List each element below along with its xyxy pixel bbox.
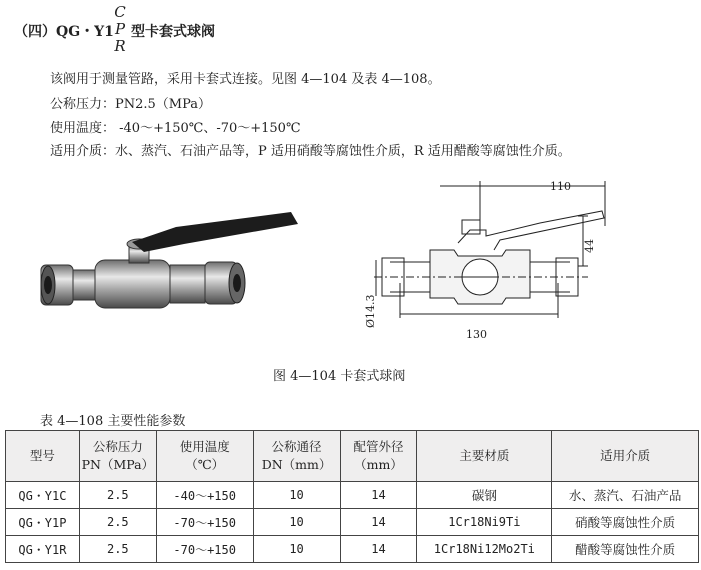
valve-section-drawing bbox=[364, 178, 605, 350]
cell-temperature: -40～+150 bbox=[156, 482, 253, 509]
figure-caption: 图 4—104 卡套式球阀 bbox=[273, 369, 406, 384]
cell-pressure: 2.5 bbox=[79, 536, 156, 563]
cell-pipe-od: 14 bbox=[340, 536, 417, 563]
description-text: 该阀用于测量管路，采用卡套式连接。见图 4—104 及表 4—108。 bbox=[50, 72, 441, 87]
cell-temperature: -70～+150 bbox=[156, 536, 253, 563]
temperature-text: 使用温度： -40～+150℃、-70～+150℃ bbox=[50, 121, 301, 136]
medium-text: 适用介质：水、蒸汽、石油产品等，P 适用硝酸等腐蚀性介质，R 适用醋酸等腐蚀性介质。 bbox=[50, 144, 571, 159]
cell-pressure: 2.5 bbox=[79, 509, 156, 536]
heading-variant-stack bbox=[111, 4, 129, 55]
cell-material: 1Cr18Ni9Ti bbox=[417, 509, 552, 536]
cell-pipe-od: 14 bbox=[340, 509, 417, 536]
heading-prefix: （四）QG・Y1 bbox=[14, 24, 114, 40]
table-row bbox=[6, 536, 699, 563]
cell-material: 碳钢 bbox=[417, 482, 552, 509]
cell-model: QG・Y1P bbox=[6, 509, 80, 536]
variant-r: R bbox=[114, 37, 126, 55]
variant-p: P bbox=[114, 20, 126, 38]
col-header-medium: 适用介质 bbox=[552, 431, 699, 482]
variant-c: C bbox=[114, 3, 126, 21]
dim-110-label: 110 bbox=[550, 180, 571, 193]
heading-suffix: 型卡套式球阀 bbox=[131, 24, 215, 40]
cell-medium: 硝酸等腐蚀性介质 bbox=[552, 509, 699, 536]
cell-diameter: 10 bbox=[253, 482, 340, 509]
cell-diameter: 10 bbox=[253, 509, 340, 536]
dim-130-label: 130 bbox=[466, 328, 487, 341]
cell-model: QG・Y1C bbox=[6, 482, 80, 509]
cell-temperature: -70～+150 bbox=[156, 509, 253, 536]
table-caption: 表 4—108 主要性能参数 bbox=[40, 414, 186, 429]
cell-material: 1Cr18Ni12Mo2Ti bbox=[417, 536, 552, 563]
col-header-pipe-od: 配管外径 （mm） bbox=[340, 431, 417, 482]
col-header-material: 主要材质 bbox=[417, 431, 552, 482]
cell-model: QG・Y1R bbox=[6, 536, 80, 563]
table-row bbox=[6, 482, 699, 509]
cell-diameter: 10 bbox=[253, 536, 340, 563]
col-header-diameter: 公称通径 DN（mm） bbox=[253, 431, 340, 482]
table-row bbox=[6, 509, 699, 536]
cell-pipe-od: 14 bbox=[340, 482, 417, 509]
ball-valve-photo bbox=[36, 200, 306, 325]
cell-pressure: 2.5 bbox=[79, 482, 156, 509]
table-header-row bbox=[6, 431, 699, 482]
dim-14-3-label: Ø14.3 bbox=[364, 294, 377, 328]
cell-medium: 水、蒸汽、石油产品 bbox=[552, 482, 699, 509]
col-header-model: 型号 bbox=[6, 431, 80, 482]
col-header-pressure: 公称压力 PN（MPa） bbox=[79, 431, 156, 482]
cell-medium: 醋酸等腐蚀性介质 bbox=[552, 536, 699, 563]
dim-44-label: 44 bbox=[583, 239, 596, 253]
col-header-temperature: 使用温度 （℃） bbox=[156, 431, 253, 482]
performance-table bbox=[5, 430, 699, 563]
pressure-text: 公称压力：PN2.5（MPa） bbox=[50, 97, 212, 112]
